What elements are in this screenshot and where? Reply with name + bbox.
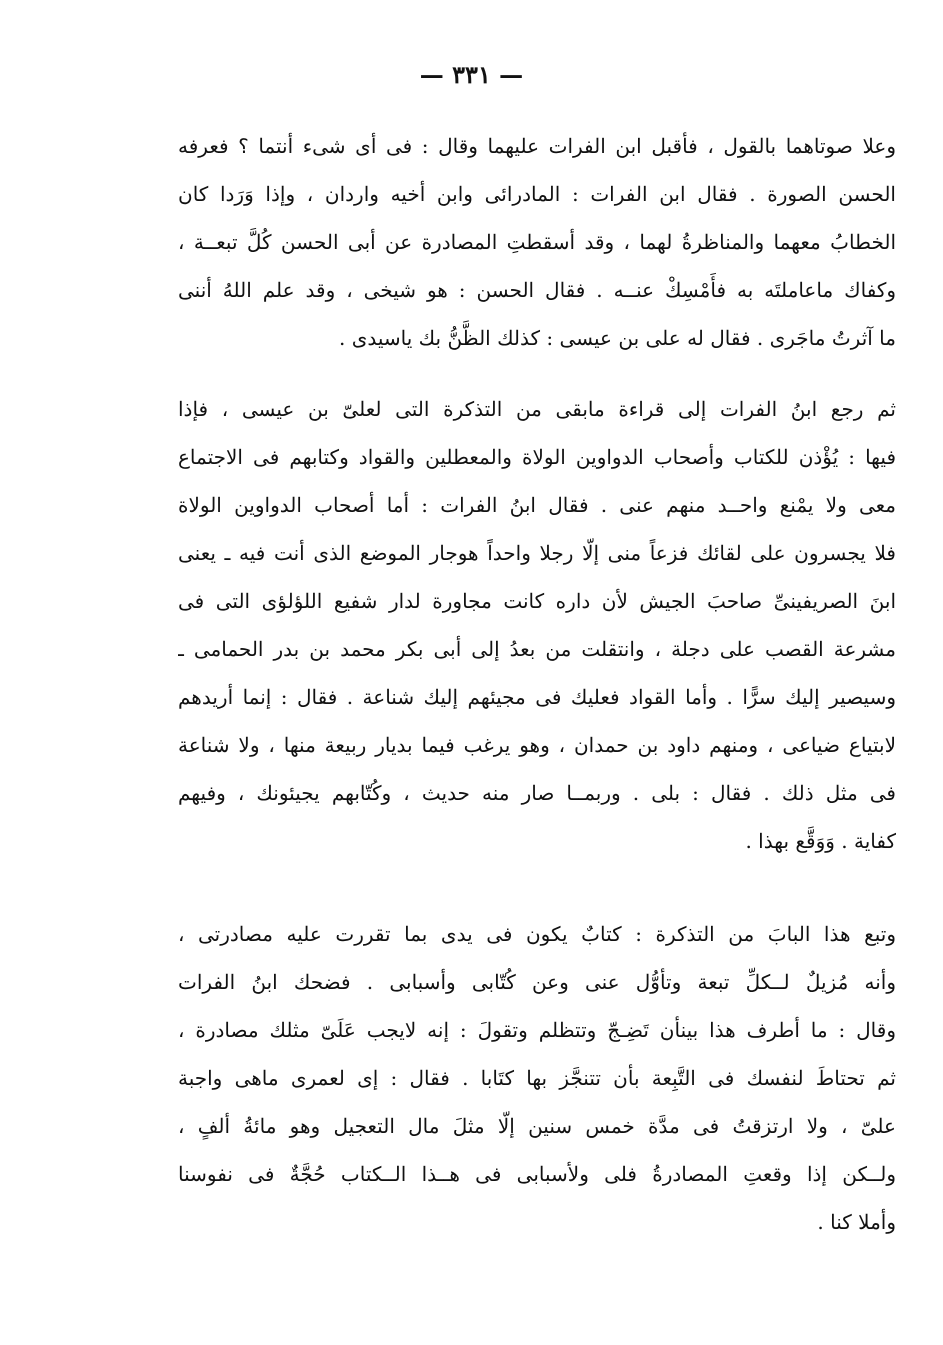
text-line: ثم رجع ابنُ الفرات إلى قراءة مابقى من التذكرة التى لعلىّ بن عيسى ، فإذا <box>178 397 896 421</box>
text-line: الخطابُ معهما والمناظرةُ لهما ، وقد أسقطتِ المصادرة عن أبى الحسن كُلَّ تبعــة ، <box>178 230 896 254</box>
text-line: ولــكن إذا وقعتِ المصادرةُ فلى ولأسبابى فى هــذا الــكتاب حُجَّةٌ فى نفوسنا <box>178 1162 896 1186</box>
paragraph-3 <box>178 910 896 1246</box>
text-line: مشرعة القصب على دجلة ، وانتقلت من بعدُ إلى أبى بكر محمد بن بدر الحمامى ـ <box>178 637 896 661</box>
paragraph-2 <box>178 385 896 865</box>
text-line: وأنه مُزيلٌ لــكلِّ تبعة وتأوُّل عنى وعن كُتّابى وأسبابى . فضحك ابنُ الفرات <box>178 970 896 994</box>
text-line: كفاية . وَوَقَّع بهذا . <box>745 829 896 853</box>
page-number: — ٣٣١ — <box>419 60 524 89</box>
text-line: وكفاك ماعاملتَه به فأَمْسِكْ عنــه . فقال الحسن : هو شيخى ، وقد علم اللهُ أننى <box>178 278 896 302</box>
text-line: وتبع هذا البابَ من التذكرة : كتابٌ يكون فى يدى بما تقررت عليه مصادرتى ، <box>178 922 896 946</box>
text-line: ما آثرتُ ماجَرى . فقال له على بن عيسى : كذلك الظَّنُّ بك ياسيدى . <box>338 326 896 350</box>
text-line: وسيصير إليك سرًّا . وأما القواد فعليك فى مجيئهم إليك شناعة . فقال : إنما أريدهم <box>178 685 896 709</box>
text-line: فى مثل ذلك . فقال : بلى . وربمــا صار منه حديث ، وكُتّابهم يجيئونك ، وفيهم <box>178 781 896 805</box>
text-line: علىّ ، ولا ارتزقتُ فى مدَّة خمس سنين إلّا مثلَ مال التعجيل وهو مائةُ ألفٍ ، <box>178 1114 896 1138</box>
text-line: وعلا صوتاهما بالقول ، فأقبل ابن الفرات عليهما وقال : فى أى شىء أنتما ؟ فعرفه <box>178 134 896 158</box>
text-line: وأملا كنا . <box>817 1210 896 1234</box>
text-line: الحسن الصورة . فقال ابن الفرات : المادرائى وابن أخيه واردان ، وإذا وَرَدا كان <box>178 182 896 206</box>
text-line: لابتياع ضياعى ، ومنهم داود بن حمدان ، وهو يرغب فيما بديار ربيعة منها ، ولا شناعة <box>178 733 896 757</box>
text-line: ثم تحتاطَ لنفسك فى التَّبِعة بأن تتنجَّز بها كتَابا . فقال : إى لعمرى ماهى واجبة <box>178 1066 896 1090</box>
text-line: فلا يجسرون على لقائك فزعاً منى إلّا رجلا واحداً هوجار الموضع الذى أنت فيه ـ يعنى <box>178 541 896 565</box>
paragraph-1 <box>178 122 896 362</box>
text-line: معى ولا يمْنع واحــد منهم عنى . فقال ابنُ الفرات : أما أصحاب الدواوين الولاة <box>178 493 896 517</box>
text-line: ابنَ الصريفينىِّ صاحبَ الجيش لأن داره كانت مجاورة لدار شفيع اللؤلؤى التى فى <box>178 589 896 613</box>
text-line: وقال : ما أطرف هذا بينأن تَضِـجّ وتتظلم وتقولَ : إنه لايجب عَلَىّ مثلك مصادرة ، <box>178 1018 896 1042</box>
text-line: فيها : يُؤْذن للكتاب وأصحاب الدواوين الولاة والمعطلين والقواد وكتابهم فى الاجتماع <box>178 445 896 469</box>
